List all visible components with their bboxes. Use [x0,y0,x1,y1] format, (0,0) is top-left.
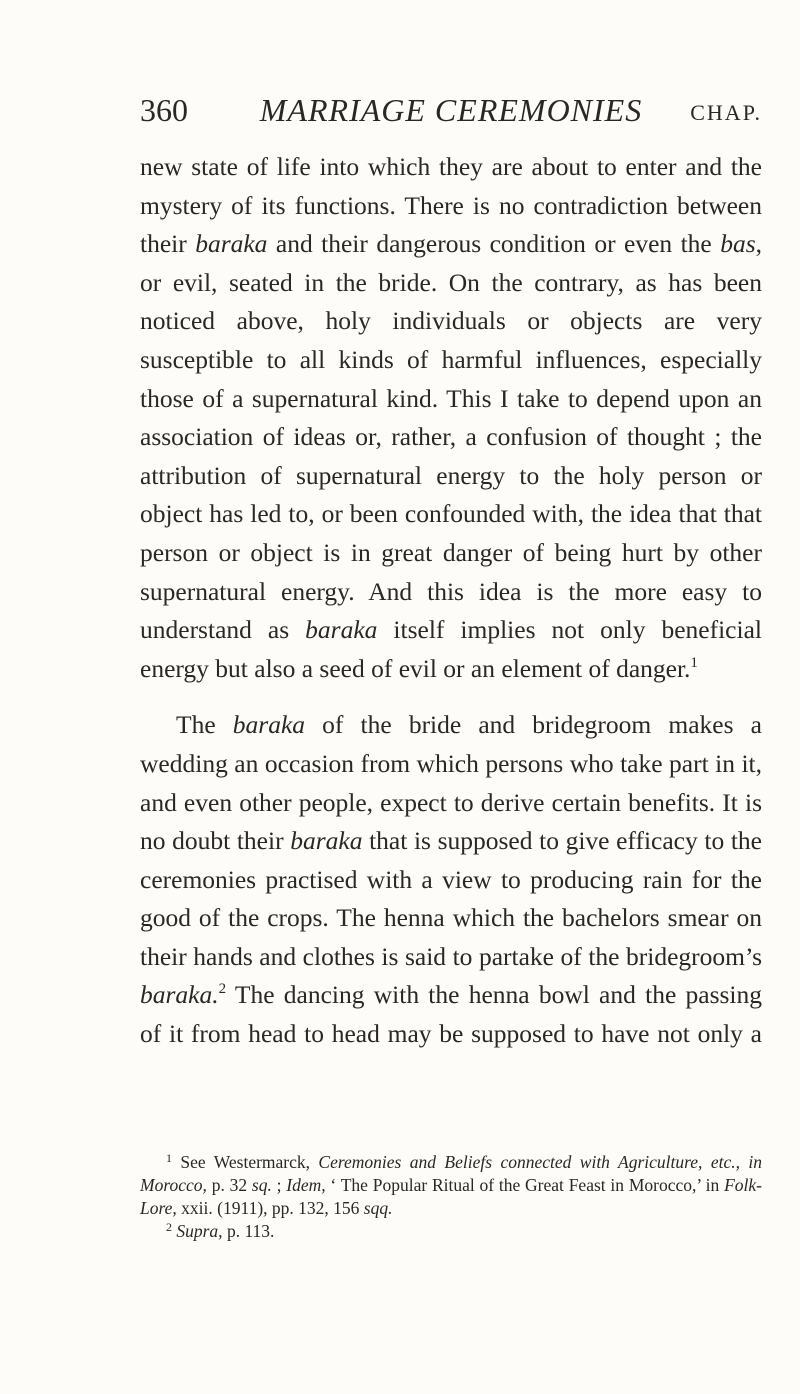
p2-term-baraka-3: baraka. [140,980,219,1010]
fn1-text-e: ; [271,1175,287,1195]
p1-text-4: itself implies not only beneficial energy but also a seed of evil or an element of danger. [140,615,762,683]
page-number: 360 [140,92,188,128]
fn1-text-c: p. 32 [206,1175,252,1195]
footnote-ref-2[interactable]: 2 [218,981,227,998]
paragraph-1 [140,148,762,688]
p2-text-1: The [176,710,233,740]
fn1-text-a: See Westermarck, [172,1152,319,1172]
fn1-sqq: sqq. [363,1198,393,1218]
footnotes [140,1151,762,1243]
p2-text-3: that is supposed to give efficacy to the ceremonies practised with a view to producing rain for the good of the crops. The henna which the bachelors smear on their hands and clothes is said to partake of the bridegroom’s [140,826,762,971]
fn1-text-i: xxii. (1911), pp. 132, 156 [176,1198,364,1218]
footnote-ref-1[interactable]: 1 [690,654,698,671]
p1-text-3: , or evil, seated in the bride. On the contrary, as has been noticed above, holy individuals or objects are very susceptible to all kinds of harmful influences, especially those of a supernatural kind. This I take to depend upon an association of ideas or, rather, a confusion of thought ; the attribution of supernatural energy to the holy person or object has led to, or been confounded with, the idea that that person or object is in great danger of being hurt by other supernatural energy. And this idea is the more easy to understand as [140,229,763,645]
footnote-2 [140,1220,762,1243]
fn1-title: Ceremonies and Beliefs connected with Agriculture, etc., in Morocco, [140,1152,762,1195]
p2-text-2: of the bride and bridegroom makes a wedding an occasion from which persons who take part in it, and even other people, expect to derive certain benefits. It is no doubt their [140,710,762,856]
p1-term-baraka: baraka [195,229,268,259]
fn1-text-g: ‘ The Popular Ritual of the Great Feast in Morocco,’ in [325,1175,725,1195]
footnote-1 [140,1151,762,1220]
running-title: MARRIAGE CEREMONIES [259,92,643,128]
fn1-idem: Idem, [286,1175,326,1195]
p2-text-4: The dancing with the henna bowl and the passing of it from head to head may be supposed to have not only a [140,980,762,1049]
footnote-mark-2: 2 [166,1220,172,1234]
footnote-mark-1: 1 [166,1151,172,1165]
fn1-sq: sq. [251,1175,272,1195]
chapter-abbrev: CHAP. [690,100,762,125]
p1-text-2: and their dangerous condition or even the [267,229,721,259]
fn1-journal: Folk-Lore, [140,1175,762,1218]
running-header [140,92,762,142]
p2-term-baraka: baraka [232,710,306,740]
p1-term-baraka-2: baraka [305,615,378,645]
p1-term-bas: bas [720,229,756,259]
body-text [140,148,762,1054]
p2-term-baraka-2: baraka [290,826,363,856]
p1-text-1: new state of life into which they are about to enter and the mystery of its functions. There is no contradiction between their [140,152,762,259]
fn2-supra: Supra, [176,1221,223,1241]
fn2-text-c: p. 113. [222,1221,275,1241]
paragraph-2 [140,706,762,1053]
